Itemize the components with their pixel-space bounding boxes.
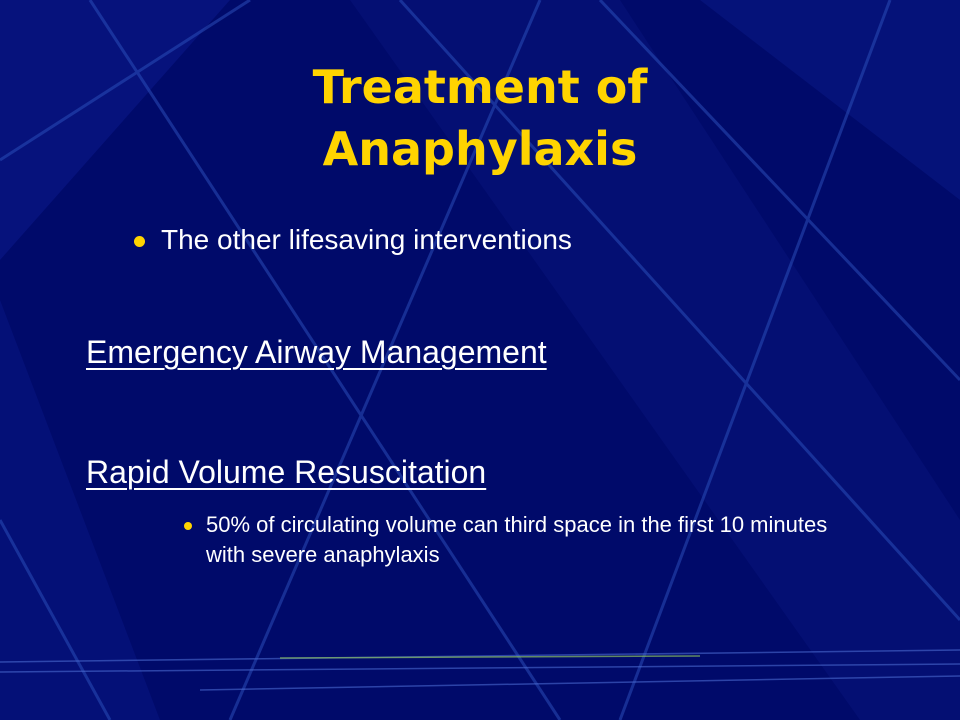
main-bullet-text: The other lifesaving interventions — [161, 224, 572, 255]
sub-bullet — [184, 510, 864, 570]
bullet-dot-icon — [134, 236, 145, 247]
heading-volume-resuscitation: Rapid Volume Resuscitation — [86, 454, 487, 490]
main-bullet — [134, 222, 572, 258]
sub-bullet-text: 50% of circulating volume can third space in the first 10 minutes with severe anaphylaxis — [206, 512, 828, 567]
heading-airway-management: Emergency Airway Management — [86, 334, 547, 370]
slide-title: Treatment of Anaphylaxis — [312, 60, 648, 176]
bullet-dot-icon — [184, 522, 192, 530]
